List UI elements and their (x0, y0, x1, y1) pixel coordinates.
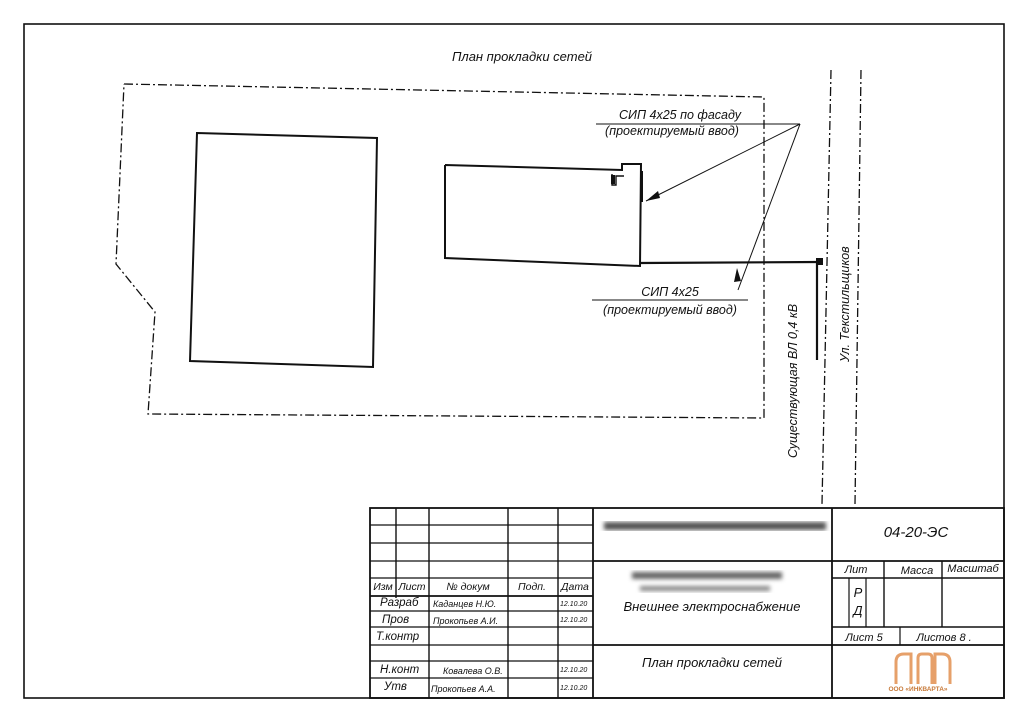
header-list: Лист (398, 581, 426, 593)
role-developer: Разраб (380, 597, 419, 609)
input-cable (641, 262, 820, 263)
name-norm-control: Ковалева О.В. (443, 666, 503, 676)
scale-label: Масштаб (947, 563, 999, 575)
name-checker: Прокопьев А.И. (433, 616, 499, 626)
logo-mark-icon (896, 654, 950, 684)
date-norm-control: 12.10.20 (560, 667, 588, 674)
header-date: Дата (561, 581, 589, 593)
sheet-title: План прокладки сетей (641, 655, 783, 670)
lit-label: Лит (844, 564, 868, 576)
street-edge-left (822, 70, 831, 504)
label-existing-line: Существующая ВЛ 0,4 кВ (786, 303, 800, 458)
header-sign: Подп. (518, 581, 546, 593)
role-norm-control: Н.конт (380, 664, 420, 676)
company-logo (888, 654, 950, 693)
label-input-line2: (проектируемый ввод) (603, 303, 737, 317)
header-doc-num: № докум (446, 581, 490, 593)
pole-icon (816, 258, 823, 265)
building-large (190, 133, 377, 367)
label-input-line1: СИП 4х25 (641, 285, 699, 299)
label-facade-line1: СИП 4х25 по фасаду (619, 108, 741, 122)
name-developer: Каданцев Н.Ю. (433, 599, 497, 609)
role-approver: Утв (384, 681, 407, 693)
role-tech-control: Т.контр (376, 631, 420, 643)
label-street: Ул. Текстильщиков (838, 246, 852, 362)
leader-input (738, 124, 800, 290)
date-approver: 12.10.20 (560, 685, 588, 692)
redacted-building-name (632, 572, 782, 591)
street-edge-right (855, 70, 861, 504)
stage-letter-r: Р (853, 585, 863, 600)
date-developer: 12.10.20 (560, 601, 588, 608)
sheet-number: Лист 5 (845, 632, 883, 644)
drawing-title: План прокладки сетей (451, 49, 593, 64)
arrow-facade-icon (646, 191, 660, 201)
entry-box-icon (611, 175, 615, 184)
date-checker: 12.10.20 (560, 617, 588, 624)
redacted-object-name (604, 522, 826, 530)
label-facade-line2: (проектируемый ввод) (605, 124, 739, 138)
section-title: Внешнее электроснабжение (623, 599, 801, 614)
sheets-total: Листов 8 . (916, 632, 972, 644)
stage-letter-d: Д (853, 603, 863, 618)
role-checker: Пров (382, 614, 410, 626)
header-izm: Изм (373, 581, 393, 593)
arrow-input-icon (734, 268, 741, 282)
doc-code: 04-20-ЭС (883, 524, 949, 541)
mass-label: Масса (900, 565, 934, 577)
name-approver: Прокопьев А.А. (431, 684, 496, 694)
company-name: ООО «ИНКВАРТА» (888, 686, 948, 693)
